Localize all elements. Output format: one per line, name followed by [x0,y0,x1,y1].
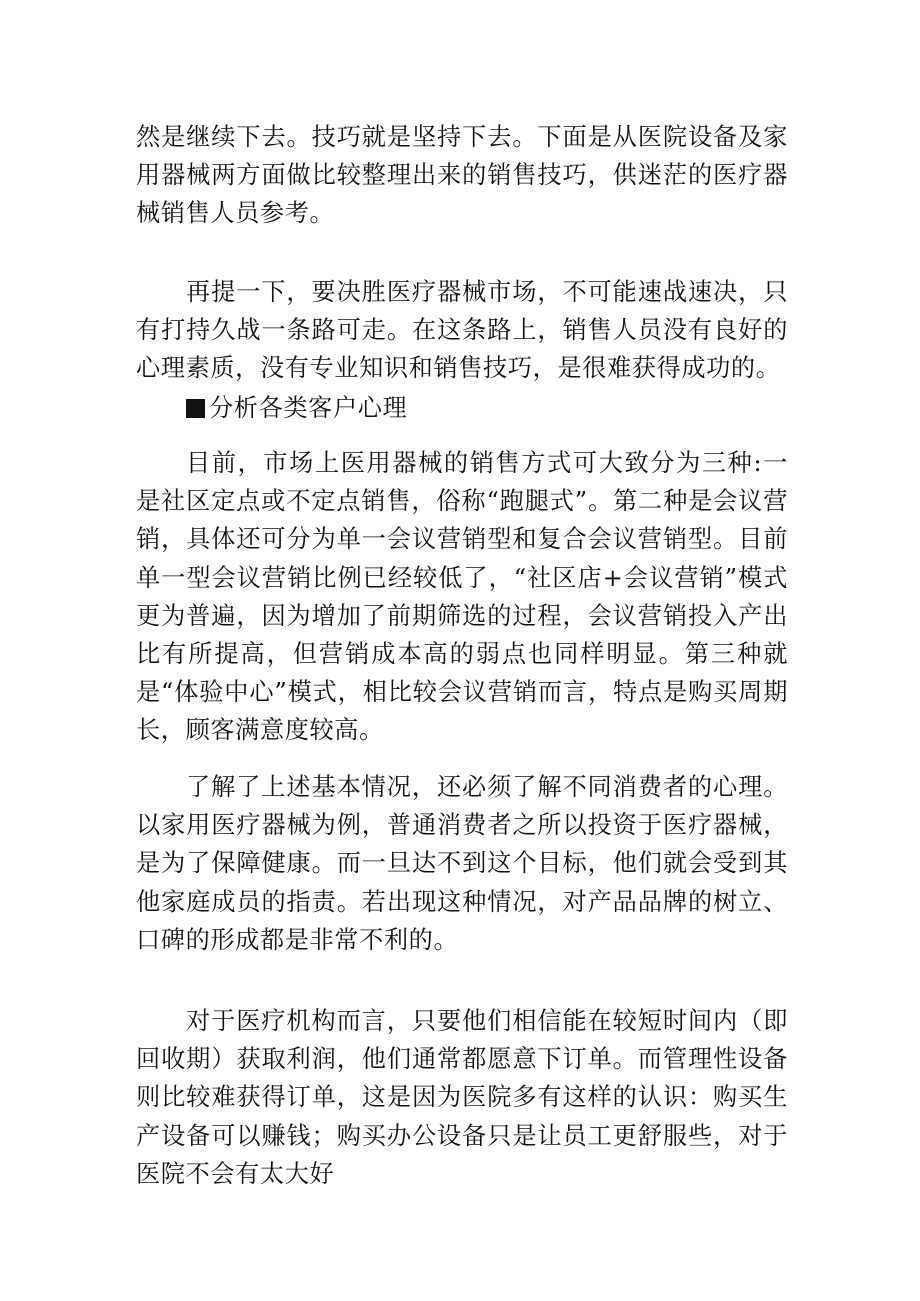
paragraph-persistence: 再提一下，要决胜医疗器械市场，不可能速战速决，只有打持久战一条路可走。在这条路上，销售人员没有良好的心理素质，没有专业知识和销售技巧，是很难获得成功的。 [136,278,788,383]
paragraph-continuation: 然是继续下去。技巧就是坚持下去。下面是从医院设备及家用器械两方面做比较整理出来的销售技巧，供迷茫的医疗器械销售人员参考。 [136,123,788,228]
section-heading-text: 分析各类客户心理 [209,394,408,422]
square-bullet-icon [186,399,205,418]
paragraph-medical-institutions: 对于医疗机构而言，只要他们相信能在较短时间内（即回收期）获取利润，他们通常都愿意下订单。而管理性设备则比较难获得订单，这是因为医院多有这样的认识：购买生产设备可以赚钱；购买办公设备只是让员工更舒服些，对于医院不会有太大好 [136,1007,788,1188]
paragraph-sales-methods: 目前，市场上医用器械的销售方式可大致分为三种:一是社区定点或不定点销售，俗称“跑腿式”。第二种是会议营销，具体还可分为单一会议营销型和复合会议营销型。目前单一型会议营销比例已经较低了，“社区店+会议营销”模式更为普遍，因为增加了前期筛选的过程，会议营销投入产出比有所提高，但营销成本高的弱点也同样明显。第三种就是“体验中心”模式，相比较会议营销而言，特点是购买周期长，顾客满意度较高。 [136,449,788,745]
paragraph-consumer-psychology: 了解了上述基本情况，还必须了解不同消费者的心理。以家用医疗器械为例，普通消费者之所以投资于医疗器械，是为了保障健康。而一旦达不到这个目标，他们就会受到其他家庭成员的指责。若出现这种情况，对产品品牌的树立、口碑的形成都是非常不利的。 [136,773,788,954]
section-heading [186,389,407,427]
